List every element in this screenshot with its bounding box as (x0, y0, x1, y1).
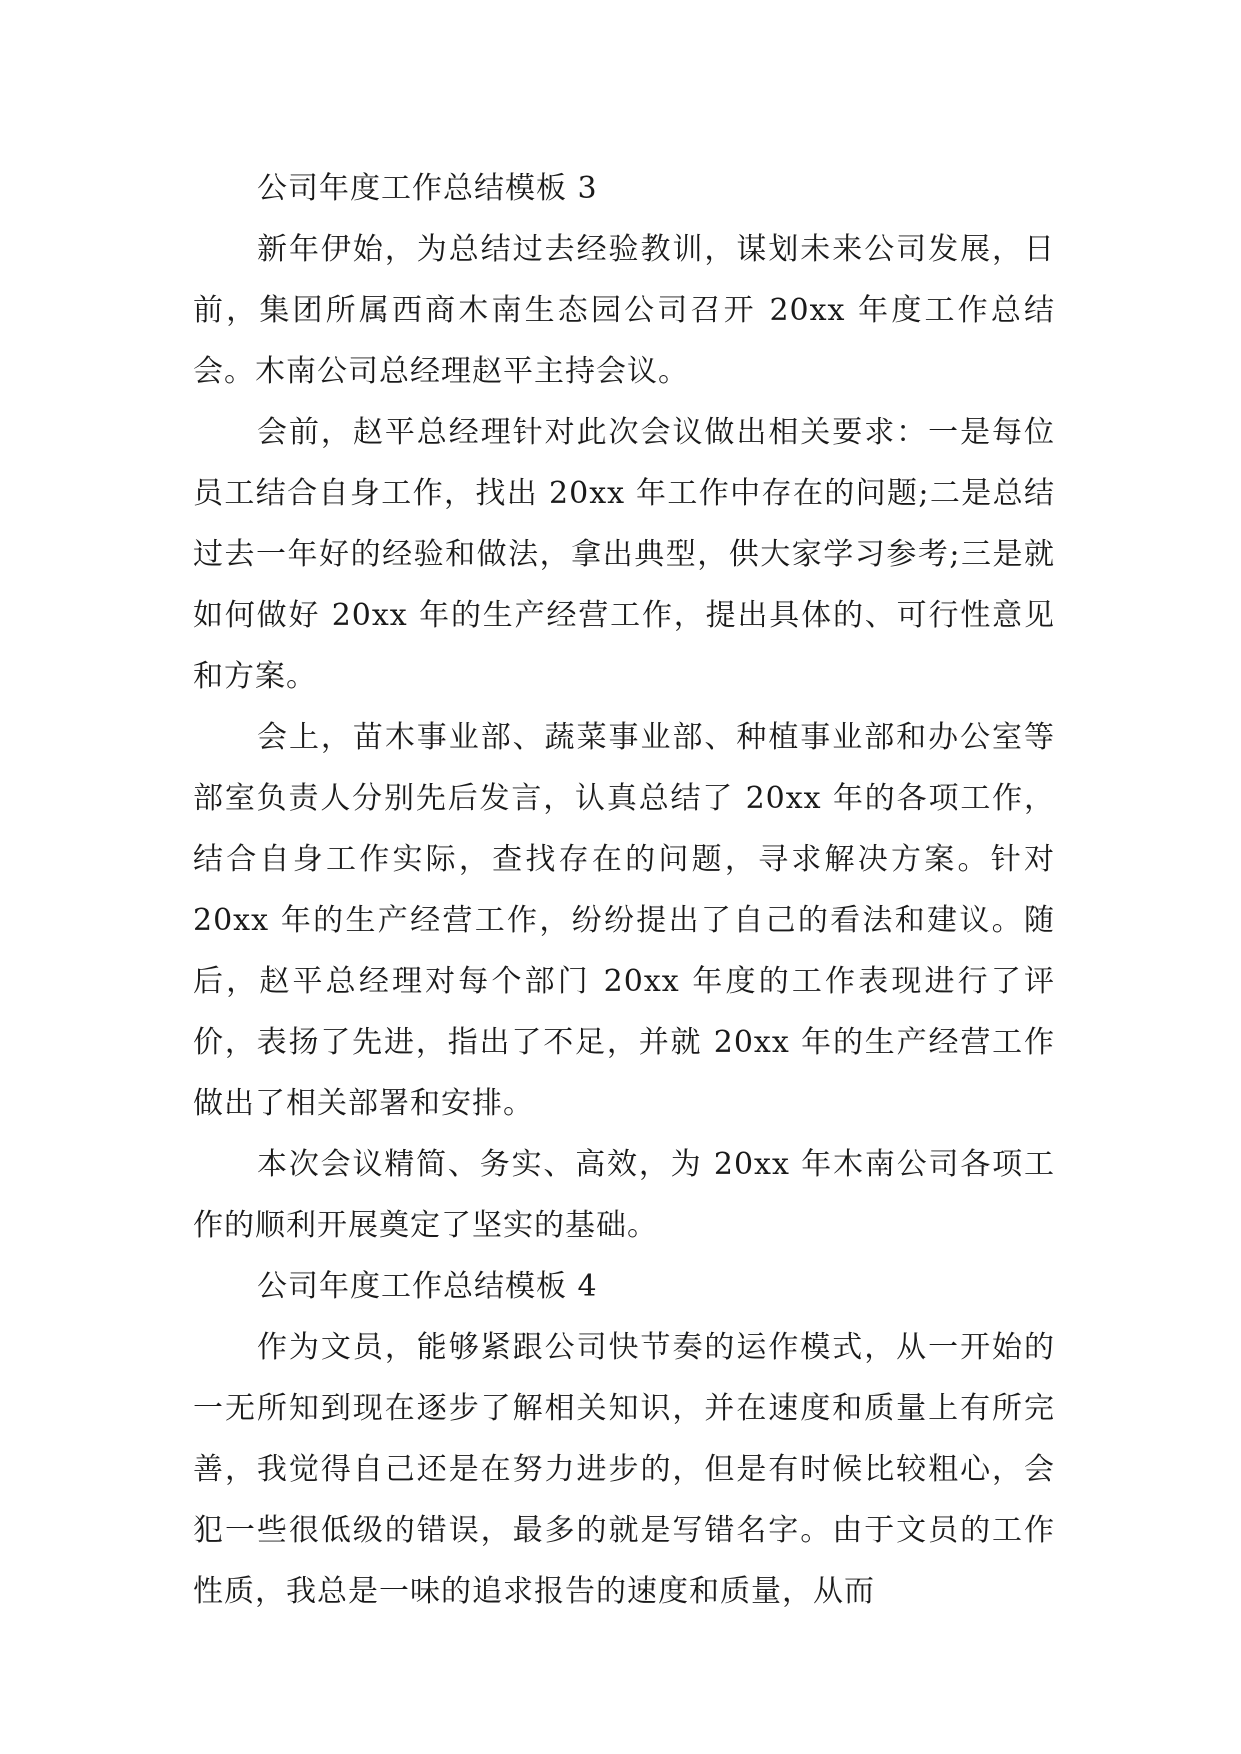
body-paragraph: 作为文员，能够紧跟公司快节奏的运作模式，从一开始的一无所知到现在逐步了解相关知识，并在速度和质量上有所完善，我觉得自己还是在努力进步的，但是有时候比较粗心，会犯一些很低级的错误，最多的就是写错名字。由于文员的工作性质，我总是一味的追求报告的速度和质量，从而 (193, 1330, 1055, 1609)
document-body (193, 158, 1055, 1622)
body-paragraph: 会上，苗木事业部、蔬菜事业部、种植事业部和办公室等部室负责人分别先后发言，认真总结了 20xx 年的各项工作，结合自身工作实际，查找存在的问题，寻求解决方案。针对 20xx 年的生产经营工作，纷纷提出了自己的看法和建议。随后，赵平总经理对每个部门 20xx 年度的工作表现进行了评价，表扬了先进，指出了不足，并就 20xx 年的生产经营工作做出了相关部署和安排。 (193, 720, 1055, 1121)
section-heading: 公司年度工作总结模板 3 (257, 171, 598, 206)
section-heading: 公司年度工作总结模板 4 (257, 1269, 598, 1304)
body-paragraph: 会前，赵平总经理针对此次会议做出相关要求：一是每位员工结合自身工作，找出 20xx 年工作中存在的问题;二是总结过去一年好的经验和做法，拿出典型，供大家学习参考;三是就如何做好 20xx 年的生产经营工作，提出具体的、可行性意见和方案。 (193, 415, 1055, 694)
body-paragraph: 本次会议精简、务实、高效，为 20xx 年木南公司各项工作的顺利开展奠定了坚实的基础。 (193, 1147, 1055, 1243)
body-paragraph: 新年伊始，为总结过去经验教训，谋划未来公司发展，日前，集团所属西商木南生态园公司召开 20xx 年度工作总结会。木南公司总经理赵平主持会议。 (193, 232, 1055, 389)
